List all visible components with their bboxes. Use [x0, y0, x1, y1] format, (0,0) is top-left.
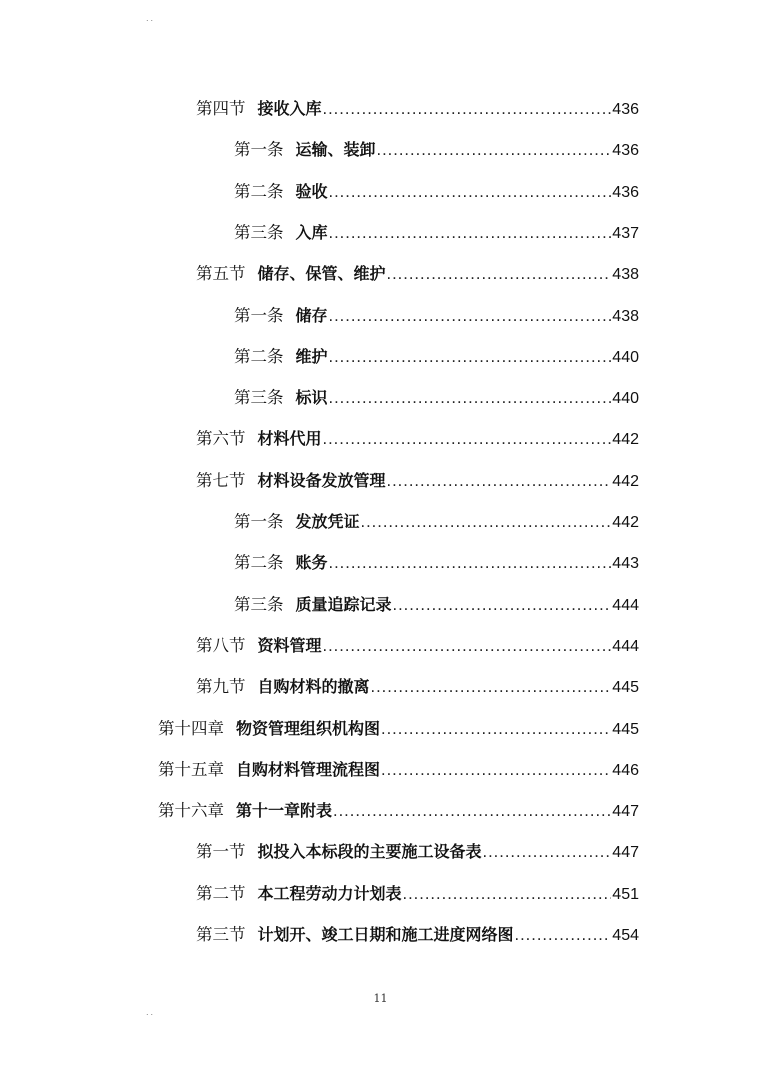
toc-entry-title: 账务: [295, 553, 328, 573]
toc-entry-number: 第三条: [234, 388, 284, 408]
toc-entry[interactable]: [196, 261, 639, 287]
toc-entry-page: 445: [612, 720, 639, 738]
toc-entry-title: 接收入库: [257, 99, 322, 118]
toc-entry-page: 436: [612, 142, 639, 160]
toc-entry[interactable]: [158, 798, 639, 824]
toc-entry-title: 资料管理: [257, 635, 322, 655]
toc-dot-leader: [387, 468, 612, 494]
toc-entry-number: 第四节: [196, 99, 246, 118]
toc-entry-title: 物资管理组织机构图: [236, 718, 381, 738]
toc-entry-number: 第七节: [196, 470, 246, 490]
toc-entry-page: 442: [612, 472, 639, 490]
toc-entry-number: 第十四章: [158, 718, 224, 738]
toc-entry[interactable]: [234, 220, 639, 246]
toc-entry-page: 447: [612, 803, 639, 821]
toc-entry[interactable]: [196, 426, 639, 452]
toc-entry-page: 442: [612, 514, 639, 531]
toc-entry-title: 计划开、竣工日期和施工进度网络图: [257, 925, 514, 944]
toc-dot-leader: [323, 426, 612, 452]
toc-entry-number: 第三节: [196, 925, 246, 944]
toc-entry-page: 440: [612, 390, 639, 408]
toc-entry-number: 第二条: [234, 553, 284, 573]
toc-entry-page: 437: [612, 224, 639, 242]
toc-entry-number: 第一节: [196, 842, 246, 862]
toc-entry-number: 第八节: [196, 635, 246, 655]
toc-dot-leader: [329, 179, 612, 205]
toc-entry-title: 材料代用: [257, 429, 322, 449]
toc-entry[interactable]: [158, 716, 639, 742]
toc-entry-title: 质量追踪记录: [295, 594, 392, 614]
toc-dot-leader: [323, 96, 612, 122]
toc-entry-page: 447: [612, 844, 639, 862]
toc-dot-leader: [333, 798, 611, 824]
toc-entry-page: 436: [612, 101, 639, 118]
corner-mark-top: ..: [146, 14, 156, 23]
toc-dot-leader: [371, 674, 612, 700]
toc-entry-title: 拟投入本标段的主要施工设备表: [257, 842, 482, 862]
toc-entry-number: 第二条: [234, 346, 284, 366]
toc-dot-leader: [381, 757, 611, 783]
toc-dot-leader: [323, 633, 612, 659]
toc-entry[interactable]: [234, 137, 639, 163]
toc-entry-page: 438: [612, 307, 639, 325]
toc-entry-number: 第十六章: [158, 801, 224, 821]
toc-entry-title: 验收: [295, 181, 328, 201]
toc-entry[interactable]: [234, 509, 639, 535]
toc-entry-page: 444: [612, 596, 639, 614]
toc-entry-number: 第十五章: [158, 759, 224, 779]
toc-entry-title: 维护: [295, 346, 328, 366]
toc-entry-number: 第三条: [234, 222, 284, 242]
toc-entry-page: 443: [612, 555, 639, 573]
toc-entry[interactable]: [234, 385, 639, 411]
toc-entry-title: 发放凭证: [295, 512, 360, 531]
toc-dot-leader: [393, 592, 612, 618]
toc-entry-page: 454: [612, 927, 639, 944]
toc-entry-title: 本工程劳动力计划表: [257, 883, 402, 903]
toc-entry[interactable]: [196, 674, 639, 700]
toc-entry-title: 储存: [295, 305, 328, 325]
toc-entry[interactable]: [196, 633, 639, 659]
toc-entry-number: 第一条: [234, 140, 284, 160]
toc-entry[interactable]: [196, 468, 639, 494]
toc-dot-leader: [403, 881, 612, 907]
toc-entry-number: 第二条: [234, 181, 284, 201]
toc-dot-leader: [361, 509, 612, 535]
toc-dot-leader: [329, 303, 612, 329]
toc-entry-number: 第二节: [196, 883, 246, 903]
toc-entry-page: 444: [612, 637, 639, 655]
toc-entry[interactable]: [196, 839, 639, 865]
toc-entry-page: 445: [612, 679, 639, 697]
toc-entry-number: 第九节: [196, 677, 246, 697]
toc-entry[interactable]: [234, 179, 639, 205]
toc-entry[interactable]: [234, 550, 639, 576]
toc-entry-title: 标识: [295, 388, 328, 408]
toc-entry-page: 446: [612, 761, 639, 779]
toc-dot-leader: [329, 344, 612, 370]
toc-entry-page: 438: [612, 266, 639, 284]
toc-dot-leader: [329, 385, 612, 411]
toc-entry-number: 第六节: [196, 429, 246, 449]
toc-entry-title: 材料设备发放管理: [257, 470, 386, 490]
toc-dot-leader: [387, 261, 612, 287]
toc-entry-page: 440: [612, 348, 639, 366]
toc-entry-title: 入库: [295, 222, 328, 242]
toc-entry[interactable]: [196, 96, 639, 122]
toc-entry[interactable]: [196, 881, 639, 907]
toc-dot-leader: [329, 220, 612, 246]
toc-entry-page: 451: [612, 885, 639, 903]
corner-mark-bottom: ..: [146, 1008, 156, 1017]
toc-dot-leader: [483, 839, 612, 865]
toc-entry[interactable]: [234, 592, 639, 618]
toc-dot-leader: [329, 550, 612, 576]
toc-entry-number: 第一条: [234, 305, 284, 325]
toc-dot-leader: [377, 137, 612, 163]
toc-entry-number: 第五节: [196, 264, 246, 284]
toc-dot-leader: [515, 922, 612, 948]
toc-entry-title: 自购材料的撤离: [257, 677, 370, 697]
toc-entry[interactable]: [234, 344, 639, 370]
toc-entry-page: 436: [612, 183, 639, 201]
toc-entry[interactable]: [234, 303, 639, 329]
page-number: 11: [373, 992, 388, 1005]
toc-entry[interactable]: [196, 922, 639, 948]
toc-dot-leader: [381, 716, 611, 742]
toc-entry[interactable]: [158, 757, 639, 783]
toc-entry-page: 442: [612, 431, 639, 449]
toc-entry-number: 第三条: [234, 594, 284, 614]
toc-entry-title: 第十一章附表: [236, 801, 333, 821]
toc-entry-title: 储存、保管、维护: [257, 264, 386, 284]
toc-entry-title: 自购材料管理流程图: [236, 759, 381, 779]
toc-entry-number: 第一条: [234, 512, 284, 531]
toc-entry-title: 运输、装卸: [295, 140, 376, 160]
